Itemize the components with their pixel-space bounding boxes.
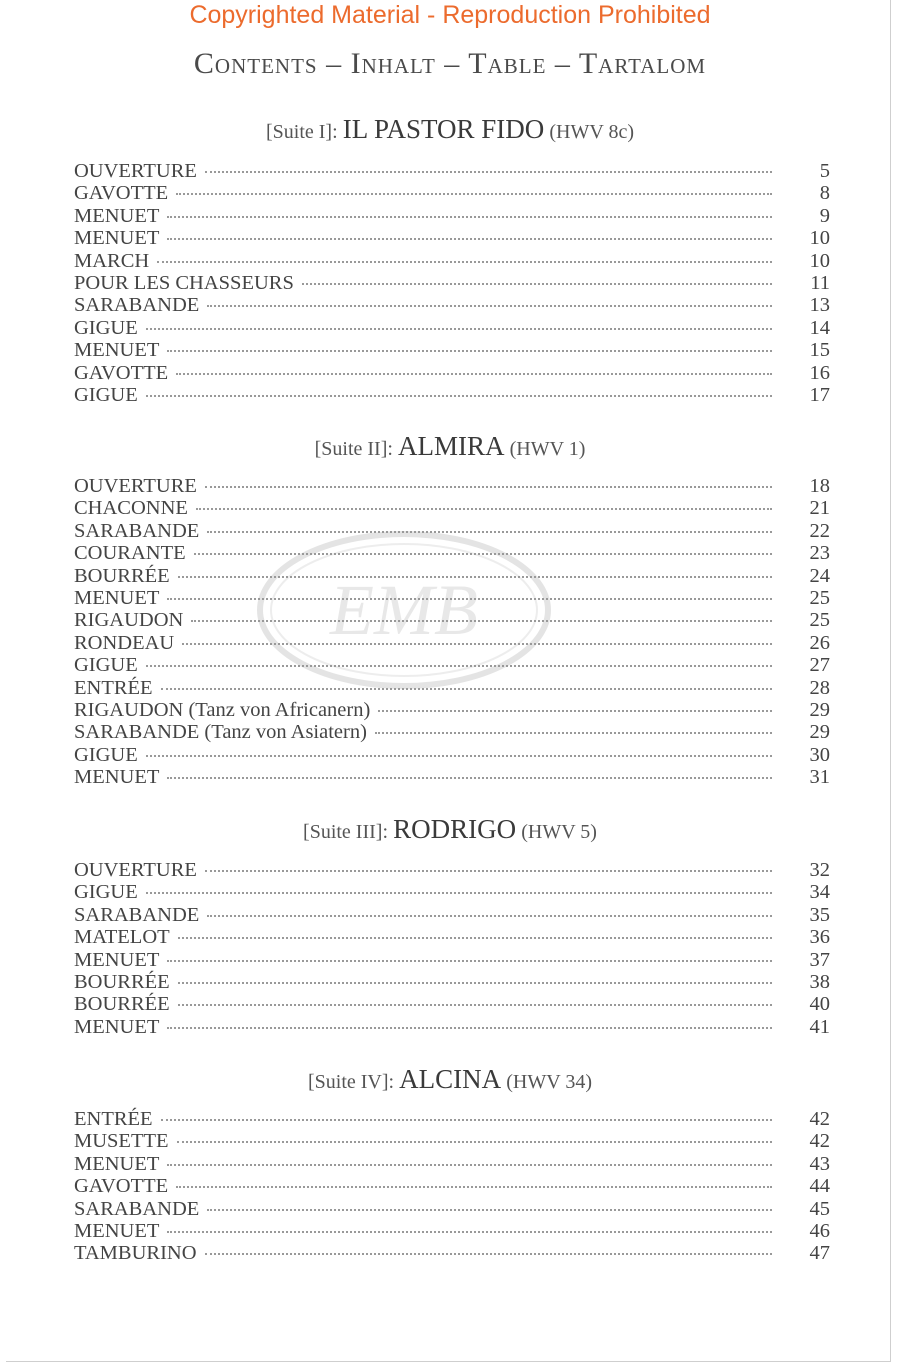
toc-entry <box>74 205 830 227</box>
toc-entry-title: GIGUE <box>74 316 138 339</box>
section-catalog: (HWV 1) <box>509 438 586 460</box>
toc-entry <box>74 497 830 519</box>
dot-leader <box>167 1027 772 1029</box>
dot-leader <box>176 193 772 195</box>
toc-entry-title: MENUET <box>74 1219 160 1242</box>
toc-entry <box>74 1220 830 1242</box>
dot-leader <box>177 1141 772 1143</box>
section-prefix: [Suite I]: <box>265 121 338 143</box>
toc-entry <box>74 542 830 564</box>
toc-entry-page: 27 <box>809 654 830 677</box>
watermark-text: EMB <box>330 570 478 650</box>
toc-entry <box>74 384 830 406</box>
dot-leader <box>146 395 772 397</box>
toc-entry-page: 32 <box>809 859 830 881</box>
toc-entry-title: RONDEAU <box>74 631 175 654</box>
section-prefix: [Suite IV]: <box>307 1071 395 1093</box>
dot-leader <box>205 486 772 488</box>
dot-leader <box>205 1253 773 1255</box>
toc-entry-page: 13 <box>809 294 830 317</box>
toc-entry <box>74 699 830 721</box>
toc-entry <box>74 1175 830 1197</box>
toc-entry <box>74 565 830 587</box>
toc-entry-page: 34 <box>809 881 830 904</box>
toc-entry-title: GIGUE <box>74 654 138 677</box>
dot-leader <box>146 892 772 894</box>
toc-entry-title: OUVERTURE <box>74 475 197 497</box>
toc-entry <box>74 182 830 204</box>
toc-entry-page: 26 <box>809 631 830 654</box>
toc-entry-page: 42 <box>809 1108 830 1130</box>
dot-leader <box>178 576 772 578</box>
toc-entry <box>74 926 830 948</box>
toc-entry <box>74 949 830 971</box>
toc-entry-page: 25 <box>809 609 830 632</box>
toc-entry-page: 46 <box>809 1219 830 1242</box>
dot-leader <box>191 620 772 622</box>
dot-leader <box>178 937 772 939</box>
toc-entry-title: GAVOTTE <box>74 182 169 205</box>
toc-entry-title: MUSETTE <box>74 1130 169 1153</box>
toc-entry-page: 8 <box>819 182 830 205</box>
dot-leader <box>146 665 772 667</box>
dot-leader <box>167 1231 772 1233</box>
dot-leader <box>157 261 772 263</box>
copyright-notice: Copyrighted Material - Reproduction Prohibited <box>189 1 711 29</box>
toc-entry-title: MARCH <box>74 249 150 272</box>
toc-entry-page: 29 <box>809 721 830 744</box>
section-heading-suite-2 <box>0 431 900 462</box>
toc-entry-page: 40 <box>809 993 830 1016</box>
dot-leader <box>178 982 772 984</box>
dot-leader <box>167 350 772 352</box>
toc-entry <box>74 766 830 788</box>
toc-entry <box>74 1198 830 1220</box>
toc-entry-page: 47 <box>809 1242 830 1265</box>
toc-entry-page: 16 <box>809 361 830 384</box>
toc-entry-page: 45 <box>809 1197 830 1220</box>
toc-entry <box>74 362 830 384</box>
toc-entry-page: 41 <box>809 1015 830 1038</box>
toc-entry-title: GAVOTTE <box>74 1175 169 1198</box>
dot-leader <box>178 1004 772 1006</box>
section-name: IL PASTOR FIDO <box>342 114 545 144</box>
dot-leader <box>205 171 772 173</box>
toc-entry-title: MENUET <box>74 586 160 609</box>
toc-entry-page: 31 <box>809 766 830 789</box>
toc-entry-page: 23 <box>809 542 830 565</box>
toc-entry-page: 21 <box>809 497 830 520</box>
toc-entry <box>74 1153 830 1175</box>
toc-entry-title: CHACONNE <box>74 497 188 520</box>
dot-leader <box>196 508 772 510</box>
dot-leader <box>161 1119 772 1121</box>
section-entries-suite-3 <box>74 859 830 1038</box>
toc-entry-page: 25 <box>809 586 830 609</box>
toc-entry <box>74 971 830 993</box>
toc-entry-title: MENUET <box>74 948 160 971</box>
toc-entry-title: ENTRÉE <box>74 676 153 699</box>
dot-leader <box>378 710 772 712</box>
toc-entry-page: 14 <box>809 316 830 339</box>
dot-leader <box>182 643 772 645</box>
toc-entry <box>74 339 830 361</box>
toc-entry-title: GIGUE <box>74 881 138 904</box>
dot-leader <box>176 1186 772 1188</box>
toc-entry <box>74 1108 830 1130</box>
toc-entry <box>74 1016 830 1038</box>
toc-entry-title: BOURRÉE <box>74 993 170 1016</box>
dot-leader <box>167 238 772 240</box>
toc-entry <box>74 993 830 1015</box>
toc-entry-page: 9 <box>819 204 830 227</box>
toc-entry <box>74 294 830 316</box>
toc-entry <box>74 587 830 609</box>
dot-leader <box>167 777 772 779</box>
toc-entry-title: MENUET <box>74 204 160 227</box>
dot-leader <box>207 305 772 307</box>
toc-entry-title: SARABANDE <box>74 294 200 317</box>
toc-entry-title: MENUET <box>74 227 160 250</box>
section-heading-suite-4 <box>0 1064 900 1095</box>
toc-entry-page: 35 <box>809 903 830 926</box>
toc-entry-page: 28 <box>809 676 830 699</box>
dot-leader <box>167 1164 772 1166</box>
section-catalog: (HWV 5) <box>521 821 597 843</box>
section-prefix: [Suite III]: <box>303 821 389 843</box>
toc-entry-page: 44 <box>809 1175 830 1198</box>
toc-entry-page: 29 <box>809 698 830 721</box>
toc-entry <box>74 881 830 903</box>
section-entries-suite-1 <box>74 160 830 406</box>
section-heading-suite-3 <box>0 814 900 845</box>
section-catalog: (HWV 8c) <box>549 121 634 143</box>
section-name: RODRIGO <box>393 814 517 844</box>
toc-entry-title: SARABANDE <box>74 519 200 542</box>
toc-entry-page: 30 <box>809 743 830 766</box>
toc-entry <box>74 609 830 631</box>
toc-entry-title: OUVERTURE <box>74 160 197 182</box>
toc-entry-title: GIGUE <box>74 383 138 406</box>
toc-entry-page: 43 <box>809 1152 830 1175</box>
toc-entry-title: RIGAUDON (Tanz von Africanern) <box>74 698 371 721</box>
toc-entry-title: MATELOT <box>74 926 170 949</box>
toc-entry-title: SARABANDE <box>74 1197 200 1220</box>
dot-leader <box>302 283 772 285</box>
toc-entry-title: RIGAUDON <box>74 609 184 632</box>
section-entries-suite-4 <box>74 1108 830 1265</box>
toc-entry-title: GIGUE <box>74 743 138 766</box>
dot-leader <box>207 915 772 917</box>
dot-leader <box>194 553 772 555</box>
toc-entry <box>74 1130 830 1152</box>
toc-entry <box>74 632 830 654</box>
toc-entry-page: 36 <box>809 926 830 949</box>
section-heading-suite-1 <box>0 114 900 145</box>
page-title: Contents – Inhalt – Table – Tartalom <box>193 47 707 80</box>
dot-leader <box>146 755 772 757</box>
toc-entry <box>74 677 830 699</box>
toc-entry-page: 42 <box>809 1130 830 1153</box>
toc-entry-title: MENUET <box>74 766 160 789</box>
section-entries-suite-2 <box>74 475 830 788</box>
section-name: ALCINA <box>399 1064 502 1094</box>
toc-entry <box>74 227 830 249</box>
dot-leader <box>167 216 772 218</box>
dot-leader <box>207 531 772 533</box>
toc-entry-title: OUVERTURE <box>74 859 197 881</box>
toc-entry-title: MENUET <box>74 1015 160 1038</box>
toc-entry <box>74 904 830 926</box>
toc-entry-page: 38 <box>809 970 830 993</box>
toc-entry-page: 15 <box>809 339 830 362</box>
toc-entry-page: 24 <box>809 564 830 587</box>
toc-entry <box>74 654 830 676</box>
toc-entry-title: GAVOTTE <box>74 361 169 384</box>
dot-leader <box>167 598 772 600</box>
section-name: ALMIRA <box>398 431 505 461</box>
toc-entry-title: COURANTE <box>74 542 186 565</box>
toc-entry <box>74 744 830 766</box>
toc-entry <box>74 160 830 182</box>
toc-entry <box>74 250 830 272</box>
dot-leader <box>207 1209 772 1211</box>
toc-entry-title: MENUET <box>74 339 160 362</box>
toc-entry-title: BOURRÉE <box>74 564 170 587</box>
toc-entry-page: 5 <box>819 160 830 182</box>
section-prefix: [Suite II]: <box>314 438 393 460</box>
toc-entry-title: SARABANDE (Tanz von Asiatern) <box>74 721 367 744</box>
toc-entry-title: SARABANDE <box>74 903 200 926</box>
toc-entry-page: 10 <box>809 227 830 250</box>
toc-entry-title: MENUET <box>74 1152 160 1175</box>
toc-entry-page: 17 <box>809 383 830 406</box>
dot-leader <box>176 373 772 375</box>
toc-entry-title: BOURRÉE <box>74 970 170 993</box>
toc-entry-title: POUR LES CHASSEURS <box>74 271 294 294</box>
toc-entry-page: 11 <box>810 271 830 294</box>
toc-entry <box>74 520 830 542</box>
toc-entry-title: TAMBURINO <box>74 1242 197 1265</box>
toc-entry-page: 10 <box>809 249 830 272</box>
dot-leader <box>161 688 772 690</box>
dot-leader <box>146 328 772 330</box>
toc-entry <box>74 721 830 743</box>
toc-entry-page: 22 <box>809 519 830 542</box>
toc-entry <box>74 859 830 881</box>
toc-entry <box>74 475 830 497</box>
dot-leader <box>375 732 772 734</box>
toc-entry-title: ENTRÉE <box>74 1108 153 1130</box>
toc-entry <box>74 317 830 339</box>
section-catalog: (HWV 34) <box>506 1071 592 1093</box>
toc-entry-page: 18 <box>809 475 830 497</box>
dot-leader <box>167 960 772 962</box>
toc-entry <box>74 272 830 294</box>
dot-leader <box>205 870 772 872</box>
toc-entry-page: 37 <box>809 948 830 971</box>
toc-entry <box>74 1242 830 1264</box>
